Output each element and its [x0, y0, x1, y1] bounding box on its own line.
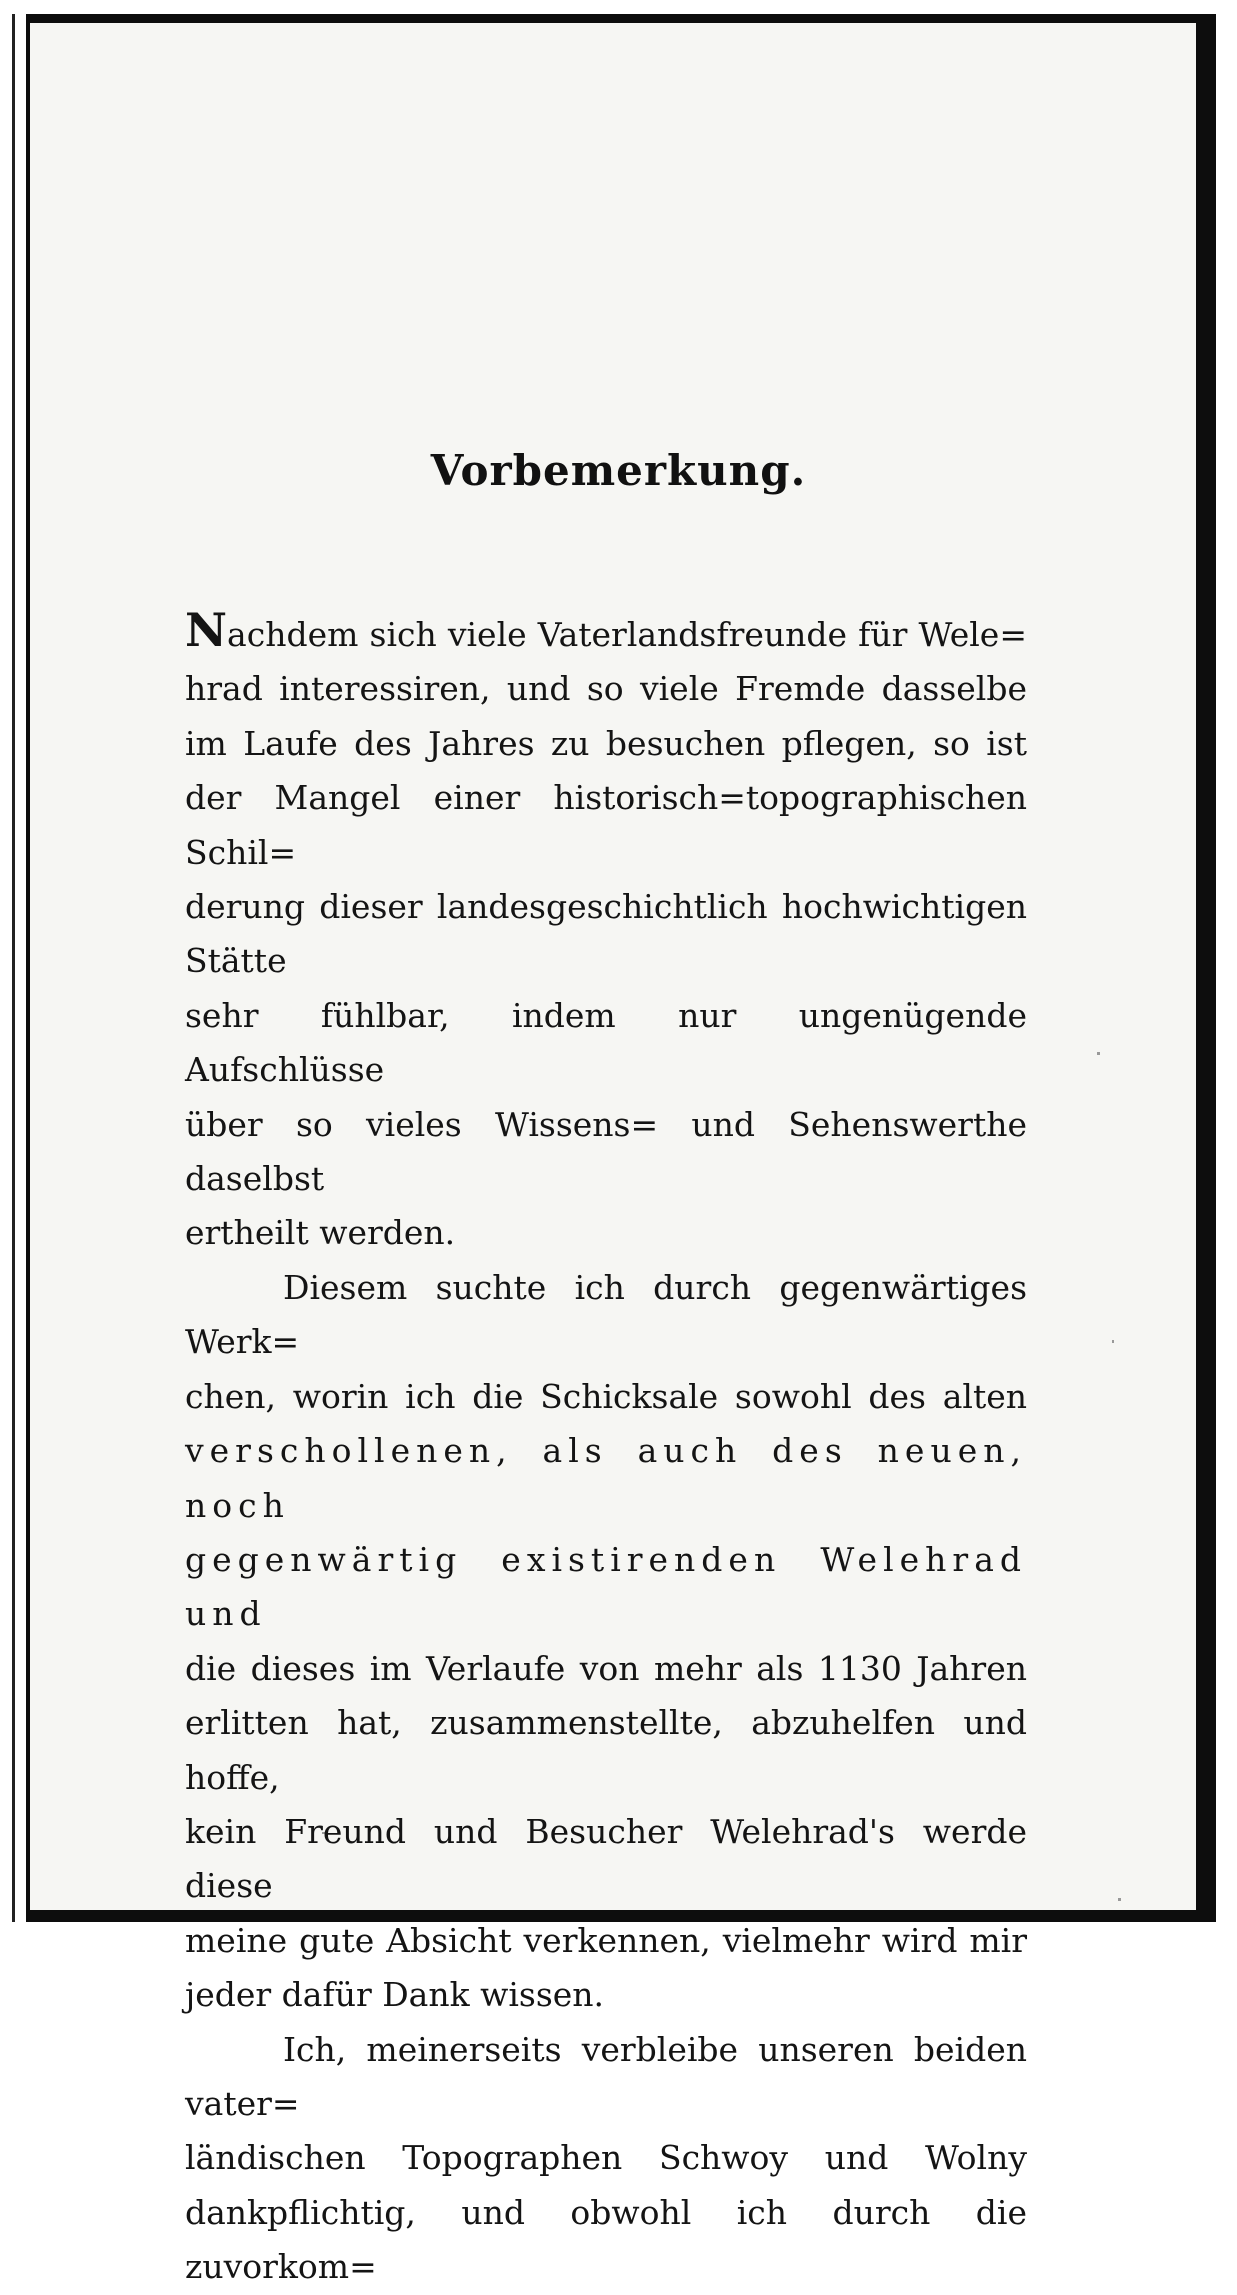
text-line: verschollenen, als auch des neuen, noch	[185, 1431, 1027, 1525]
text-line: jeder dafür Dank wissen.	[185, 1975, 605, 2015]
text-line: gegenwärtig existirenden Welehrad und	[185, 1539, 1027, 1634]
text-line: hrad interessiren, und so viele Fremde dasselbe	[185, 669, 1027, 709]
text-line: sehr fühlbar, indem nur ungenügende Aufschlüsse	[185, 995, 1027, 1090]
text-line: derung dieser landesgeschichtlich hochwichtigen Stätte	[185, 887, 1027, 981]
text-line: ländischen Topographen Schwoy und Wolny	[185, 2138, 1027, 2178]
text-line: die dieses im Verlaufe von mehr als 1130 Jahren	[185, 1648, 1027, 1688]
binding-edge	[12, 14, 15, 1922]
text-line: erlitten hat, zusammenstellte, abzuhelfen und hoffe,	[185, 1703, 1027, 1797]
text-line: chen, worin ich die Schicksale sowohl des alten	[185, 1376, 1027, 1416]
text-line: dankpflichtig, und obwohl ich durch die zuvorkom=	[185, 2192, 1027, 2287]
text-line: im Laufe des Jahres zu besuchen pflegen, so ist	[185, 723, 1027, 763]
drop-initial: N	[185, 603, 228, 657]
scan-speck	[1112, 1340, 1114, 1343]
text-line: über so vieles Wissens= und Sehenswerthe daselbst	[185, 1104, 1027, 1199]
page-body	[185, 603, 1027, 2295]
text-line: der Mangel einer historisch=topographischen Schil=	[185, 778, 1027, 872]
text-line: kein Freund und Besucher Welehrad's werde diese	[185, 1811, 1027, 1906]
scan-speck	[1097, 1052, 1100, 1055]
text-line: meine gute Absicht verkennen, vielmehr wird mir	[185, 1920, 1027, 1960]
scan-speck	[1118, 1898, 1121, 1901]
text-line: Ich, meinerseits verbleibe unseren beiden vater=	[185, 2029, 1027, 2123]
text-segment: achdem sich viele Vaterlandsfreunde für Wele=	[227, 615, 1027, 654]
text-line: Diesem suchte ich durch gegenwärtiges Werk=	[185, 1267, 1027, 1362]
page-heading: Vorbemerkung.	[430, 446, 807, 495]
text-line	[185, 603, 1027, 662]
text-line: ertheilt werden.	[185, 1213, 456, 1253]
